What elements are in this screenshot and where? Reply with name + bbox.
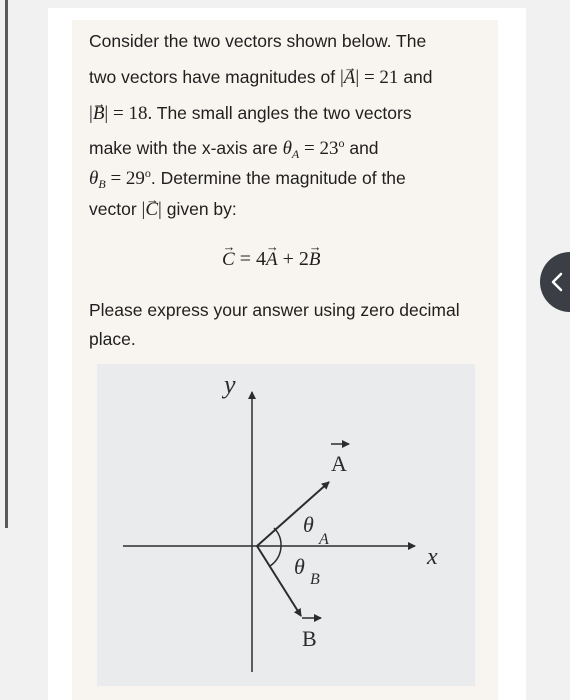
magnitude-b-value: = 18. <box>108 103 153 124</box>
equation-coefficient-a: = 4 <box>234 248 266 270</box>
instruction-text: Please express your answer using zero decimal <box>89 300 460 320</box>
problem-line-1 <box>89 30 426 52</box>
problem-text: given by: <box>166 199 237 219</box>
problem-text: make with the x-axis are <box>89 138 278 158</box>
equation <box>222 248 320 271</box>
angle-b-arc <box>270 546 281 566</box>
vector-c-symbol: → C <box>145 199 158 221</box>
problem-text: vector <box>89 199 137 219</box>
problem-text: and <box>403 67 433 87</box>
problem-text: Consider the two vectors shown below. The <box>89 31 427 51</box>
degree-mark: o <box>338 136 345 150</box>
chevron-left-icon <box>550 272 566 292</box>
problem-text: The small angles the two vectors <box>156 103 412 123</box>
instruction-text: place. <box>89 329 136 349</box>
problem-line-6: vector |→ C| given by: <box>89 198 237 221</box>
problem-text: two vectors have magnitudes of <box>89 67 336 87</box>
equation-a: → A <box>266 249 278 271</box>
y-axis-label: y <box>224 370 236 399</box>
vector-a-label: A <box>331 451 347 476</box>
theta-symbol: θ <box>89 168 99 189</box>
problem-line-4 <box>89 132 379 165</box>
problem-line-2: two vectors have magnitudes of |→ A| = 21 and <box>89 66 433 89</box>
problem-line-5 <box>89 162 406 195</box>
angle-a-value: = 23 <box>299 138 339 159</box>
left-divider <box>5 0 8 528</box>
problem-line-3: |→ B| = 18. The small angles the two vectors <box>89 102 412 125</box>
theta-b-symbol: θ <box>294 554 305 579</box>
equation-c: → C <box>222 249 235 271</box>
equation-b: → B <box>309 249 321 271</box>
theta-a-subscript: A <box>319 531 329 548</box>
theta-symbol: θ <box>282 138 292 159</box>
previous-button[interactable] <box>540 252 570 312</box>
problem-text: . Determine the magnitude of the <box>150 168 406 188</box>
theta-subscript: B <box>98 177 106 191</box>
vector-b-label: B <box>302 626 317 651</box>
angle-b-value: = 29 <box>105 168 145 189</box>
theta-a-symbol: θ <box>303 512 314 537</box>
theta-subscript: A <box>291 147 300 161</box>
instruction-line-1 <box>89 299 460 321</box>
vector-b-symbol: → B <box>93 103 105 125</box>
magnitude-a-value: = 21 <box>359 67 399 88</box>
x-axis-label: x <box>427 544 438 570</box>
diagram-svg <box>97 364 475 686</box>
equation-coefficient-b: + 2 <box>277 248 309 270</box>
problem-text: and <box>349 138 379 158</box>
vector-a-symbol: → A <box>344 67 356 89</box>
instruction-line-2 <box>89 328 136 350</box>
theta-b-subscript: B <box>310 571 320 588</box>
vector-diagram <box>97 364 475 686</box>
degree-mark: o <box>144 166 151 180</box>
